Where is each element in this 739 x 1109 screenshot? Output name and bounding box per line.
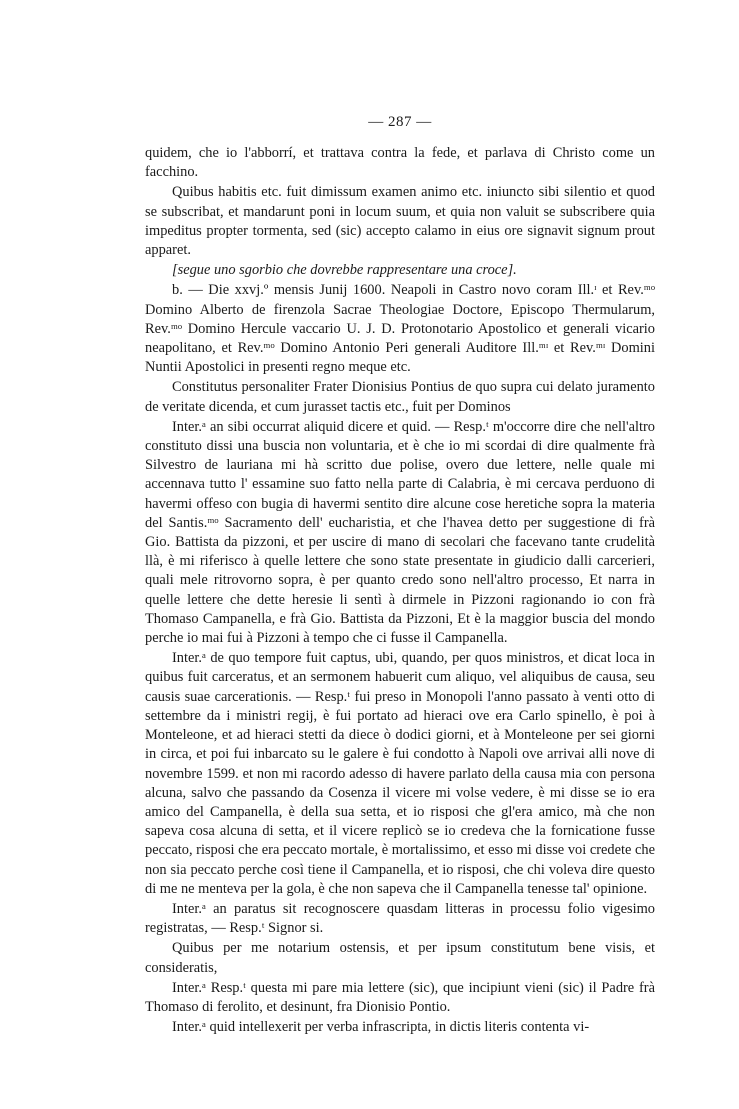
paragraph: Inter.ᵃ de quo tempore fuit captus, ubi, quando, per quos ministros, et dicat loca in quibus fuit carceratus, et an sermonem habuerit cum aliquo, vel aliquibus de causa, seu causis suae carcerationis. — Resp.ᵗ fui preso in Monopoli l'anno passato à venti otto di settembre da i ministri regij, è fui portato ad hieraci ove era Carlo spinello, è poi à Monteleone, et ad hieraci stetti da diece ò dodici giorni, et à Monteleone per sei giorni in circa, et poi fui inbarcato su le galere è fui condotto à Napoli ove arrivai alli nove di novembre 1599. et non mi racordo adesso di havere parlato della causa mia con persona alcuna, salvo che passando da Cosenza il vicere mi volse vedere, è mi disse se io era amico del Campanella, è della sua setta, et io risposi che gl'era amico, mà che non sapeva cosa alcuna di setta, et il vicere replicò se io credeva che la fornicatione fusse peccato, risposi che era peccato mortale, è mortalissimo, et esso mi disse voi credete che non sia peccato perche così tiene il Campanella, et io risposi, che chi voleva dire questo di me ne menteva per la gola, è che non sapeva che il Campanella tenesse tal' opinione. [145, 650, 655, 897]
editorial-note: [segue uno sgorbio che dovrebbe rappresentare una croce]. [172, 262, 517, 279]
paragraph: Inter.ᵃ an paratus sit recognoscere quasdam litteras in processu folio vigesimo registratas, — Resp.ᵗ Signor si. [145, 900, 655, 937]
paragraph: quidem, che io l'abborrí, et trattava contra la fede, et parlava di Christo come un facchino. [145, 145, 655, 181]
document-page [145, 112, 655, 1037]
paragraph: Inter.ᵃ an sibi occurrat aliquid dicere et quid. — Resp.ᵗ m'occorre dire che nell'altro constituto dissi una buscia non voluntaria, et è che io mi scordai di dire qualmente frà Silvestro de lauriana mi hà scritto due polise, overo due lettere, nelle quale mi accennava tutto l' essamine suo fatto nella parte di Calabria, è mi cercava perduono di havermi offeso con bugia di havermi sentito dire alcune cose heretiche sopra la materia del Santis.ᵐᵒ Sacramento dell' eucharistia, et che l'havea detto per suggestione di frà Gio. Battista da pizzoni, et per uscire di mano di secolari che facevano tante crudelità llà, è mi riferisco à quelle lettere che sono state presentate in giudicio dalli carcerieri, quali mele ritrovorno sopra, è per quanto credo sono nell'altro processo, Et narra in quelle lettere che dette heresie li sentì à dirmele in Pizzoni ragionando io con frà Thomaso Campanella, e frà Gio. Battista da Pizzoni, Et è la maggior buscia del mondo perche io mai fui à Pizzoni à tempo che ci fusse il Campanella. [145, 418, 655, 647]
paragraph: Inter.ᵃ Resp.ᵗ questa mi pare mia lettere (sic), que incipiunt vieni (sic) il Padre frà Thomaso di ferolito, et desinunt, fra Dionisio Pontio. [145, 979, 655, 1015]
paragraph: Inter.ᵃ quid intellexerit per verba infrascripta, in dictis literis contenta vi- [172, 1019, 590, 1036]
paragraph: Quibus habitis etc. fuit dimissum examen animo etc. iniuncto sibi silentio et quod se subscribat, et mandarunt poni in locum suum, et quia non valuit se subscribere quia impeditus propter tormenta, sed (sic) accepto calamo in eius ore signavit signum prout apparet. [145, 184, 655, 259]
paragraph: Quibus per me notarium ostensis, et per ipsum constitutum bene visis, et consideratis, [145, 940, 655, 976]
body-text [145, 144, 655, 1037]
paragraph: b. — Die xxvj.º mensis Junij 1600. Neapoli in Castro novo coram Ill.ᶦ et Rev.ᵐᵒ Domino Alberto de firenzola Sacrae Theologiae Doctore, Episcopo Thermularum, Rev.ᵐᵒ Domino Hercule vaccario U. J. D. Protonotario Apostolico et generali vicario neapolitano, et Rev.ᵐᵒ Domino Antonio Peri generali Auditore Ill.ᵐᶦ et Rev.ᵐᶦ Domini Nuntii Apostolici in presenti regno meque etc. [145, 282, 655, 376]
page-number: — 287 — [368, 114, 432, 130]
paragraph: Constitutus personaliter Frater Dionisius Pontius de quo supra cui delato juramento de veritate dicenda, et cum jurasset tactis etc., fuit per Dominos [145, 379, 655, 415]
